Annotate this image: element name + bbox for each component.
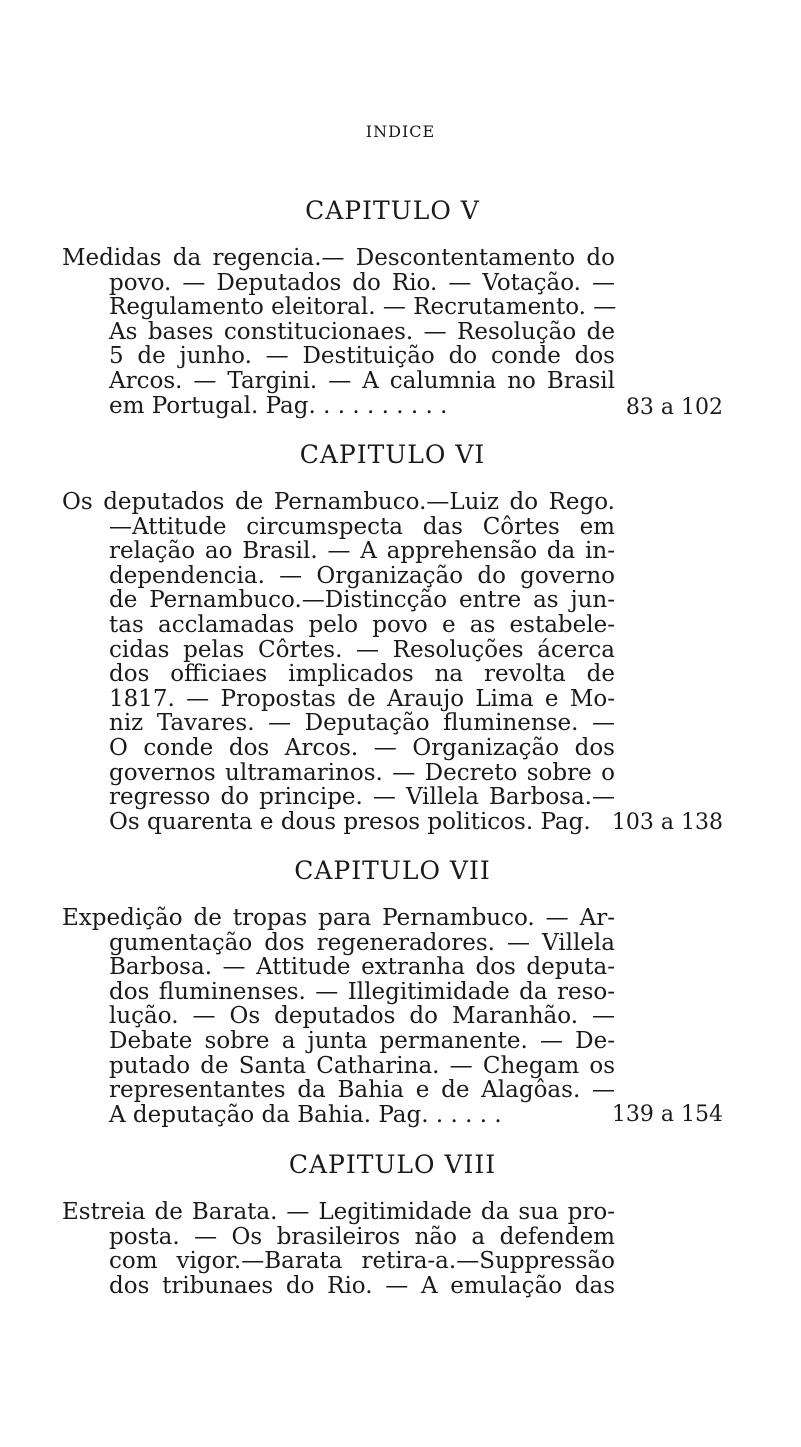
summary-line: Os deputados de Pernambuco.—Luiz do Rego. — [62, 489, 615, 515]
chapter-title: CAPITULO VIII — [288, 1150, 497, 1179]
page-range: 83 a 102 — [625, 395, 723, 420]
chapter-summary — [62, 906, 615, 1127]
chapter-title: CAPITULO VII — [294, 856, 491, 885]
summary-line: As bases constitucionaes. — Resolução de — [109, 318, 615, 345]
chapter-title: CAPITULO VI — [299, 440, 486, 469]
summary-line: em Portugal. Pag. . . . . . . . . . — [109, 392, 448, 419]
summary-line: Medidas da regencia.— Descontentamento do — [62, 245, 615, 271]
chapter-title: CAPITULO V — [305, 196, 480, 225]
summary-line: cidas pelas Côrtes. — Resoluções ácerca — [109, 636, 615, 663]
summary-line: gumentação dos regeneradores. — Villela — [109, 929, 615, 956]
summary-line: regresso do principe. — Villela Barbosa.— — [109, 784, 615, 811]
summary-line: com vigor.—Barata retira-a.—Suppressão — [109, 1248, 615, 1275]
summary-line: —Attitude circumspecta das Côrtes em — [109, 513, 615, 540]
summary-line: 5 de junho. — Destituição do conde dos — [109, 343, 615, 370]
summary-line: povo. — Deputados do Rio. — Votação. — — [109, 269, 615, 296]
summary-line: representantes da Bahia e de Alagôas. — — [109, 1077, 615, 1104]
chapter-summary — [62, 490, 615, 834]
summary-line: de Pernambuco.—Distincção entre as jun- — [109, 587, 615, 614]
page-header: INDICE — [365, 122, 436, 141]
summary-line: Arcos. — Targini. — A calumnia no Brasil — [109, 367, 615, 394]
summary-line: relação ao Brasil. — A apprehensão da in- — [109, 538, 615, 565]
summary-line: lução. — Os deputados do Maranhão. — — [109, 1003, 615, 1030]
summary-line: Barbosa. — Attitude extranha dos deputa- — [109, 954, 615, 981]
summary-line: posta. — Os brasileiros não a defendem — [109, 1223, 615, 1250]
summary-line: Regulamento eleitoral. — Recrutamento. — — [109, 294, 617, 321]
summary-line: dos fluminenses. — Illegitimidade da reso- — [109, 978, 615, 1005]
summary-line: Expedição de tropas para Pernambuco. — Ar- — [62, 905, 615, 931]
summary-line: governos ultramarinos. — Decreto sobre o — [109, 759, 615, 786]
summary-line: Os quarenta e dous presos politicos. Pag. — [109, 808, 591, 835]
summary-line: O conde dos Arcos. — Organização dos — [109, 734, 615, 761]
summary-line: Debate sobre a junta permanente. — De- — [109, 1027, 615, 1054]
summary-line: dos tribunaes do Rio. — A emulação das — [109, 1272, 615, 1299]
summary-line: 1817. — Propostas de Araujo Lima e Mo- — [109, 685, 615, 712]
summary-line: Estreia de Barata. — Legitimidade da sua pro- — [62, 1199, 615, 1225]
page-range: 103 a 138 — [611, 810, 723, 835]
summary-line: A deputação da Bahia. Pag. . . . . . — [109, 1101, 502, 1128]
summary-line: tas acclamadas pelo povo e as estabele- — [109, 611, 615, 638]
page-range: 139 a 154 — [611, 1102, 723, 1127]
summary-line: putado de Santa Catharina. — Chegam os — [109, 1052, 615, 1079]
summary-line: dependencia. — Organização do governo — [109, 562, 615, 589]
summary-line: niz Tavares. — Deputação fluminense. — — [109, 710, 615, 737]
chapter-summary — [62, 1200, 615, 1298]
chapter-summary — [62, 246, 615, 418]
summary-line: dos officiaes implicados na revolta de — [109, 661, 615, 688]
